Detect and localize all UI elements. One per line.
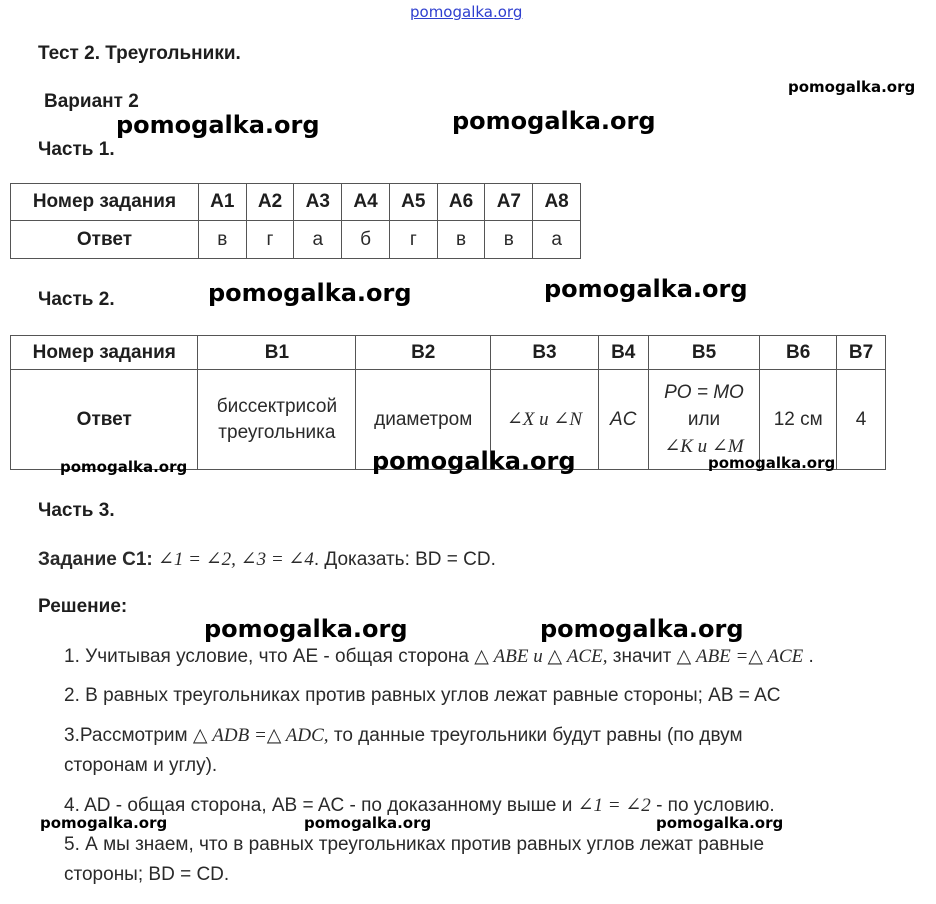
- task-c1: [38, 548, 496, 571]
- step1-text: 1. Учитывая условие, что AE - общая сторона: [64, 646, 469, 667]
- watermark: pomogalka.org: [540, 615, 744, 643]
- step1-math: △ ABE и △ ACE,: [474, 646, 608, 667]
- part1-task-row: [11, 184, 581, 221]
- part1-answer: а: [294, 221, 342, 259]
- b1-line2: треугольника: [218, 421, 336, 443]
- watermark: pomogalka.org: [656, 814, 784, 832]
- part2-task: B1: [198, 336, 356, 370]
- task-c1-condition: ∠1 = ∠2, ∠3 = ∠4: [158, 549, 314, 570]
- task-c1-label: Задание С1:: [38, 549, 153, 570]
- watermark: pomogalka.org: [544, 275, 748, 303]
- solution-label: Решение:: [38, 596, 128, 617]
- solution-step-5-line2: стороны; BD = CD.: [64, 864, 230, 885]
- b5-line1: PO = MO: [664, 382, 744, 404]
- part1-task: A8: [533, 184, 581, 221]
- part2-answer-b3: ∠X и ∠N: [491, 370, 599, 470]
- part1-answer: г: [246, 221, 294, 259]
- step3-text: 3.Рассмотрим: [64, 725, 188, 746]
- part1-answer: в: [198, 221, 246, 259]
- part1-answer-header: Ответ: [11, 221, 199, 259]
- part1-answer: б: [342, 221, 390, 259]
- step3-text2: то данные треугольники будут равны (по двум: [333, 725, 743, 746]
- step4-math: ∠1 = ∠2: [577, 795, 651, 816]
- solution-step-3: [64, 724, 743, 747]
- watermark: pomogalka.org: [208, 279, 412, 307]
- watermark-top: pomogalka.org: [410, 3, 523, 21]
- solution-step-5: 5. А мы знаем, что в равных треугольниках против равных углов лежат равные: [64, 834, 765, 855]
- watermark: pomogalka.org: [116, 111, 320, 139]
- part2-task: B5: [648, 336, 760, 370]
- part2-task: B6: [760, 336, 837, 370]
- part1-task: A6: [437, 184, 485, 221]
- b5-line3: ∠K и ∠M: [664, 436, 744, 458]
- part2-task-row: [11, 336, 886, 370]
- watermark: pomogalka.org: [304, 814, 432, 832]
- part1-table: [10, 183, 581, 259]
- watermark: pomogalka.org: [708, 454, 836, 472]
- part2-answer-b2: диаметром: [356, 370, 491, 470]
- step4-text: 4. AD - общая сторона, AB = AC - по доказанному выше и: [64, 795, 573, 816]
- part2-task: B7: [837, 336, 886, 370]
- part1-answer-row: [11, 221, 581, 259]
- watermark: pomogalka.org: [60, 458, 188, 476]
- step1-end: .: [808, 646, 814, 667]
- solution-step-3-line2: сторонам и углу).: [64, 755, 218, 776]
- part1-answer: г: [389, 221, 437, 259]
- solution-step-2: 2. В равных треугольниках против равных углов лежат равные стороны; AB = AC: [64, 685, 781, 706]
- b1-line1: биссектрисой: [216, 395, 338, 417]
- watermark: pomogalka.org: [40, 814, 168, 832]
- solution-step-1: [64, 645, 814, 668]
- variant-label: Вариант 2: [44, 91, 139, 112]
- b5-line2: или: [687, 409, 721, 431]
- page-title: Тест 2. Треугольники.: [38, 43, 241, 64]
- part2-answer-b4: AC: [598, 370, 648, 470]
- step1-text2: значит: [612, 646, 672, 667]
- part2-task: B4: [598, 336, 648, 370]
- watermark: pomogalka.org: [452, 107, 656, 135]
- part1-heading: Часть 1.: [38, 139, 115, 160]
- watermark: pomogalka.org: [204, 615, 408, 643]
- watermark: pomogalka.org: [372, 447, 576, 475]
- watermark: pomogalka.org: [788, 78, 916, 96]
- part1-task: A1: [198, 184, 246, 221]
- part2-row-header: Номер задания: [11, 336, 198, 370]
- part1-task: A5: [389, 184, 437, 221]
- part2-task: B3: [491, 336, 599, 370]
- part2-answer-b7: 4: [837, 370, 886, 470]
- part2-heading: Часть 2.: [38, 289, 115, 310]
- part2-task: B2: [356, 336, 491, 370]
- step1-math2: △ ABE =△ ACE: [676, 646, 804, 667]
- part1-row-header: Номер задания: [11, 184, 199, 221]
- part2-answer-b6: 12 см: [760, 370, 837, 470]
- step3-math: △ ADB =△ ADC,: [192, 725, 329, 746]
- part1-task: A7: [485, 184, 533, 221]
- part1-answer: в: [437, 221, 485, 259]
- part3-heading: Часть 3.: [38, 500, 115, 521]
- part1-task: A2: [246, 184, 294, 221]
- part2-answer-b1: [198, 370, 356, 470]
- step4-end: - по условию.: [656, 795, 775, 816]
- part1-answer: в: [485, 221, 533, 259]
- part1-answer: а: [533, 221, 581, 259]
- task-c1-prove: . Доказать: BD = CD.: [313, 549, 496, 570]
- part1-task: A4: [342, 184, 390, 221]
- part2-answer-header: Ответ: [11, 370, 198, 470]
- part1-task: A3: [294, 184, 342, 221]
